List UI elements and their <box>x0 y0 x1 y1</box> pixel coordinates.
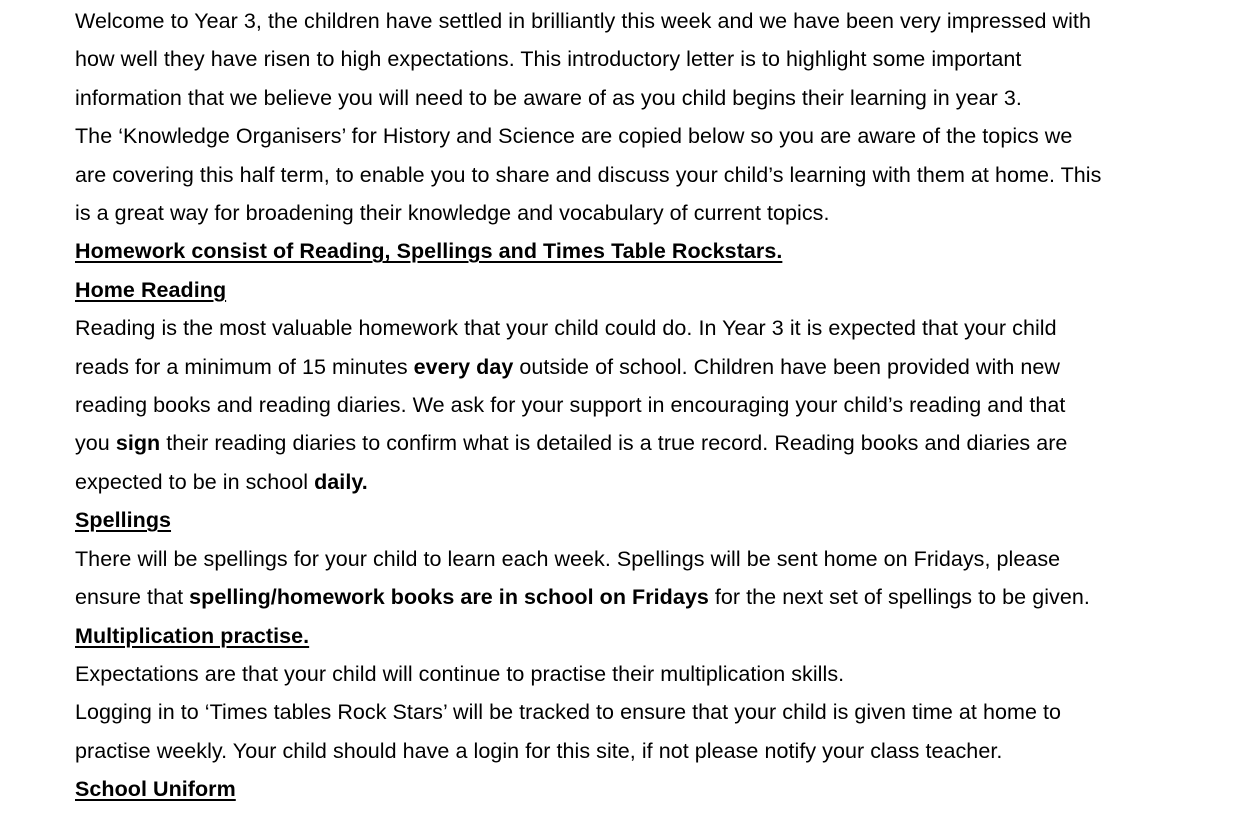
daily-emphasis: daily. <box>314 469 368 494</box>
knowledge-line: are covering this half term, to enable you to share and discuss your child’s learning with them at home. This <box>75 162 1102 187</box>
spellings-heading: Spellings <box>75 508 172 533</box>
home-reading-text: reads for a minimum of 15 minutes <box>75 354 414 379</box>
multiplication-line: Logging in to ‘Times tables Rock Stars’ will be tracked to ensure that your child is given time at home to <box>75 700 1062 725</box>
home-reading-line <box>75 348 1185 386</box>
home-reading-line: reading books and reading diaries. We ask for your support in encouraging your child’s reading and that <box>75 393 1066 418</box>
knowledge-line: The ‘Knowledge Organisers’ for History and Science are copied below so you are aware of the topics we <box>75 124 1073 149</box>
home-reading-paragraph <box>75 309 1185 501</box>
spellings-paragraph <box>75 540 1185 617</box>
spellings-line <box>75 578 1185 616</box>
multiplication-line: Expectations are that your child will continue to practise their multiplication skills. <box>75 661 845 686</box>
intro-paragraph <box>75 2 1185 117</box>
multiplication-line: practise weekly. Your child should have a login for this site, if not please notify your class teacher. <box>75 738 1003 763</box>
spellings-line: There will be spellings for your child to learn each week. Spellings will be sent home on Fridays, please <box>75 546 1061 571</box>
home-reading-text: you <box>75 431 116 456</box>
spellings-text: for the next set of spellings to be given. <box>708 585 1090 610</box>
multiplication-heading: Multiplication practise. <box>75 623 310 648</box>
home-reading-heading: Home Reading <box>75 277 227 302</box>
intro-line: Welcome to Year 3, the children have settled in brilliantly this week and we have been very impressed with <box>75 9 1091 33</box>
homework-heading: Homework consist of Reading, Spellings and Times Table Rockstars. <box>75 239 783 264</box>
knowledge-organisers-paragraph <box>75 117 1185 232</box>
home-reading-line <box>75 463 1185 501</box>
intro-line: information that we believe you will need to be aware of as you child begins their learning in year 3. <box>75 85 1022 110</box>
home-reading-line <box>75 424 1185 462</box>
home-reading-text: expected to be in school <box>75 469 315 494</box>
every-day-emphasis: every day <box>413 354 514 379</box>
multiplication-paragraph <box>75 655 1185 770</box>
books-in-school-emphasis: spelling/homework books are in school on Fridays <box>189 585 709 610</box>
spellings-text: ensure that <box>75 585 190 610</box>
school-uniform-heading: School Uniform <box>75 777 236 802</box>
intro-line: how well they have risen to high expectations. This introductory letter is to highlight some important <box>75 47 1022 72</box>
knowledge-line: is a great way for broadening their knowledge and vocabulary of current topics. <box>75 201 830 226</box>
home-reading-text: their reading diaries to confirm what is detailed is a true record. Reading books and diaries are <box>160 431 1068 456</box>
home-reading-line: Reading is the most valuable homework that your child could do. In Year 3 it is expected that your child <box>75 316 1057 341</box>
letter-page <box>75 2 1185 809</box>
sign-emphasis: sign <box>115 431 161 456</box>
home-reading-text: outside of school. Children have been provided with new <box>513 354 1060 379</box>
